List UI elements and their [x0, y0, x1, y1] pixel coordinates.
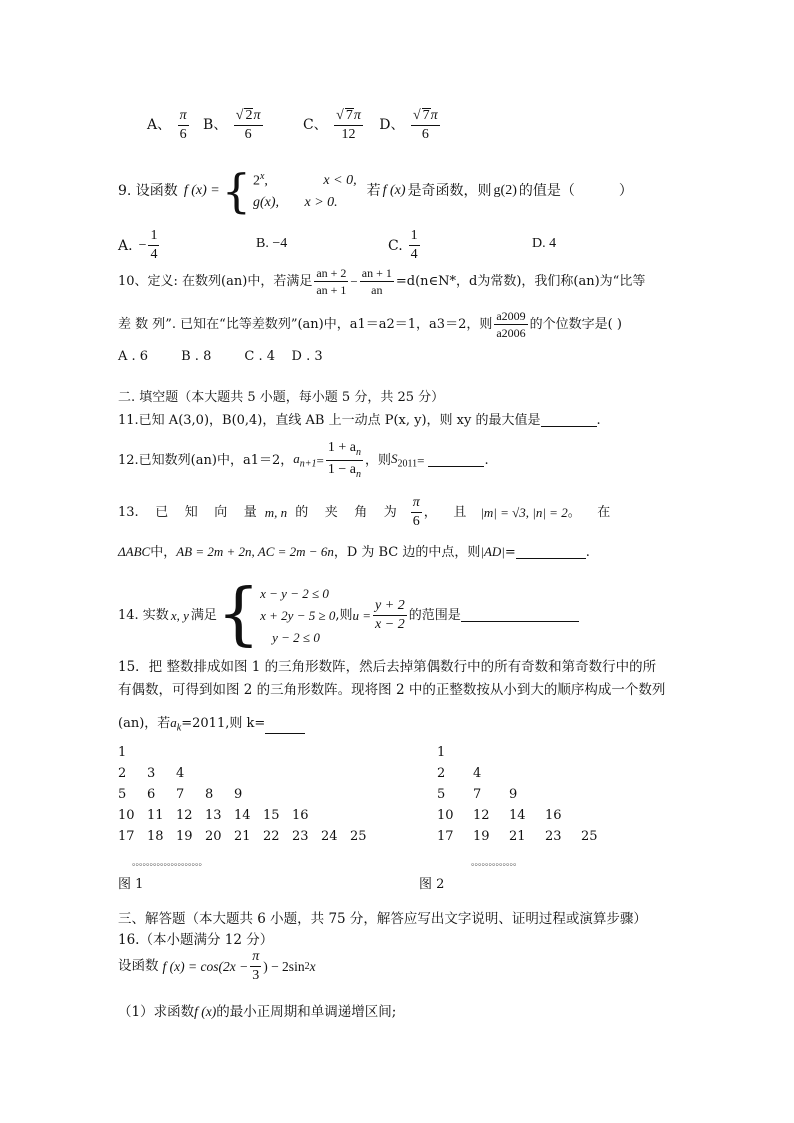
figure-1-number: 24: [321, 829, 338, 844]
q12-answer-blank[interactable]: [428, 453, 484, 467]
figure-2-number: 23: [545, 829, 562, 844]
figure-1-number: 18: [147, 829, 164, 844]
q9-case-1: 2$^x$, x < 0,: [252, 170, 357, 189]
section-2-heading: 二. 填空题（本大题共 5 小题，每小题 5 分，共 25 分）: [118, 390, 445, 405]
figure-1-number: 23: [292, 829, 309, 844]
q16-part-1: （1）求函数f (x)的最小正周期和单调递增区间;: [118, 1004, 397, 1020]
figure-1-number: 20: [205, 829, 222, 844]
q13-line-2: ΔABC中，AB = 2m + 2n, AC = 2m − 6n，D 为 BC 边的中点，则|AD|= .: [118, 544, 590, 560]
q14-constraints: x − y − 2 ≤ 0 x + 2y − 5 ≥ 0 y − 2 ≤ 0: [260, 585, 336, 645]
figure-1-number: 17: [118, 829, 135, 844]
q10-line-1: 10、定义: 在数列(an)中，若满足 $\frac{an + 2}{an + 1}$ − $\frac{an + 1}{an}$ =d(n∈N*，d为常数)，我们称(an)为“比等: [118, 266, 646, 297]
figure-1-number: 12: [176, 808, 193, 823]
figure-2-number: 17: [437, 829, 454, 844]
q12-frac: $\frac{1 + a_n}{1 - a_n}$: [327, 440, 361, 480]
q8-option-b-label: B、: [203, 117, 228, 133]
q10-frac-3: $\frac{a2009}{a2006}$: [496, 309, 526, 340]
q8-option-b-frac: $\frac{√ 2\pi}{6}$: [235, 108, 261, 142]
q13-line-1: 13. 已 知 向 量 m, n 的 夹 角 为 $\frac{\pi}{6}$ ， 且 |m| = √3, |n| = 2 。 在: [118, 495, 611, 529]
section-3-heading: 三、解答题（本大题共 6 小题，共 75 分，解答应写出文字说明、证明过程或演算步骤）: [118, 911, 647, 927]
q15-line-2: 有偶数，可得到如图 2 的三角形数阵。现将图 2 中的正整数按从小到大的顺序构成一个数列: [118, 682, 666, 698]
figure-1-row: [118, 809, 379, 830]
figure-1-number: 22: [263, 829, 280, 844]
figure-2-number: 21: [509, 829, 526, 844]
q11-answer-blank[interactable]: [541, 413, 597, 427]
figure-1-number: 8: [205, 787, 214, 802]
figure-1-number: 19: [176, 829, 193, 844]
figure-2-number: 9: [509, 787, 518, 802]
figure-1-number: 15: [263, 808, 280, 823]
figure-1-rows: [118, 746, 379, 851]
q14-frac: $\frac{y + 2}{x - 2}$: [375, 597, 405, 632]
figure-2-row: [437, 746, 617, 767]
figure-1-number: 16: [292, 808, 309, 823]
q13-angle: $\frac{\pi}{6}$: [412, 495, 420, 529]
q14-brace: {: [216, 575, 261, 654]
figure-2-number: 25: [581, 829, 598, 844]
q9-prefix: 9. 设函数: [118, 183, 178, 199]
figure-2-row: [437, 809, 617, 830]
figure-2-row: [437, 788, 617, 809]
figure-1-row: [118, 788, 379, 809]
figure-1-number: 10: [118, 808, 135, 823]
q9-option-d: D. 4: [532, 236, 557, 251]
figure-1-number: 5: [118, 787, 127, 802]
q8-option-d-label: D、: [379, 117, 405, 133]
figure-1-number: 14: [234, 808, 251, 823]
figure-2-number: 10: [437, 808, 454, 823]
figure-1-number: 1: [118, 745, 127, 760]
q14-answer-blank[interactable]: [461, 608, 579, 622]
q8-option-c-label: C、: [302, 117, 328, 133]
q9-cases: [253, 172, 357, 211]
q9-option-b: B. −4: [256, 236, 288, 251]
figure-1-number: 21: [234, 829, 251, 844]
figure-1-number: 6: [147, 787, 156, 802]
figure-2-number: 1: [437, 745, 446, 760]
figure-1-number: 9: [234, 787, 243, 802]
q9-suffix-fx: f (x): [382, 183, 406, 198]
figure-1-number: 2: [118, 766, 127, 781]
q15-figure-2: [419, 745, 617, 892]
figure-2-number: 19: [473, 829, 490, 844]
figure-1-row: [118, 746, 379, 767]
q9-suffix-a: 若: [366, 183, 381, 199]
figure-1-number: 11: [147, 808, 164, 823]
q8-option-c-frac: $\frac{√ 7\pi}{12}$: [336, 108, 361, 142]
q9-stem: [118, 166, 633, 216]
q8-option-a-label: A、: [147, 117, 172, 133]
figure-2-number: 4: [473, 766, 482, 781]
q16-frac: $\frac{\pi}{3}$: [252, 949, 260, 983]
figure-2-rows: [437, 746, 617, 851]
q9-option-c: C. $\frac{1}{4}$: [388, 228, 418, 262]
figure-1-number: 25: [350, 829, 367, 844]
figure-1-number: 4: [176, 766, 185, 781]
figure-2-number: 12: [473, 808, 490, 823]
q15-line-1: 15．把 整数排成如图 1 的三角形数阵，然后去掉第偶数行中的所有奇数和第奇数行中的所: [118, 659, 657, 675]
q9-suffix-c: 的值是（: [518, 183, 575, 199]
q9-suffix-g: g(2): [493, 183, 517, 198]
figure-2-dots: 。。。。。。。。。。。。。: [471, 858, 522, 868]
q15-answer-blank[interactable]: [265, 720, 305, 734]
q9-suffix-b: 是奇函数，则: [407, 183, 492, 199]
figure-2-number: 7: [473, 787, 482, 802]
q10-frac-1: $\frac{an + 2}{an + 1}$: [316, 266, 347, 297]
q15-line-3: (an)，若$a_k=2011$,则 k=: [118, 716, 305, 734]
q9-case-2: g(x), x > 0.: [252, 195, 338, 211]
figure-2-caption: 图 2: [419, 877, 445, 892]
q13-answer-blank[interactable]: [516, 545, 586, 559]
q15-figure-1: [118, 746, 379, 891]
q9-suffix-d: ）: [618, 183, 633, 199]
q16-title: 16.（本小题满分 12 分）: [118, 932, 274, 948]
q9-options: [118, 229, 678, 263]
figure-2-number: 5: [437, 787, 446, 802]
figure-1-row: [118, 767, 379, 788]
figure-2-number: 14: [509, 808, 526, 823]
figure-1-caption: 图 1: [118, 877, 144, 892]
q10-frac-2: $\frac{an + 1}{an}$: [361, 266, 392, 297]
figure-1-number: 3: [147, 766, 156, 781]
figure-2-row: [437, 830, 617, 851]
q9-option-a: A. − $\frac{1}{4}$: [118, 228, 158, 262]
figure-1-row: [118, 830, 379, 851]
figure-2-row: [437, 767, 617, 788]
q9-brace: {: [221, 164, 251, 218]
figure-2-number: 16: [545, 808, 562, 823]
q11: 11.已知 A(3,0)，B(0,4)，直线 AB 上一动点 P(x, y)，则 xy 的最大值是 .: [118, 413, 601, 428]
figure-1-number: 13: [205, 808, 222, 823]
figure-1-dots: 。。。。。。。。。。。。。。。。。。。。: [132, 858, 207, 868]
figure-1-number: 7: [176, 787, 185, 802]
q14: 14. 实数 x, y 满足 { x − y − 2 ≤ 0 x + 2y − 5 ≥ 0 y − 2 ≤ 0 ,则 u = $\frac{y + 2}{x - 2}$ 的范围是: [118, 580, 579, 650]
q8-option-a-frac: $\frac{\pi}{6}$: [179, 107, 187, 142]
q8-option-d-frac: $\frac{√ 7\pi}{6}$: [412, 108, 438, 142]
q8-options: [147, 108, 442, 142]
q10-line-2: 差 数 列”. 已知在“比等差数列”(an)中，a1＝a2＝1，a3＝2，则 $\frac{a2009}{a2006}$ 的个位数字是( ): [118, 309, 622, 340]
q9-fx: f (x) =: [183, 183, 220, 198]
q16-function: 设函数 f (x) = cos(2x − $\frac{\pi}{3}$ ) − 2sin 2 x: [118, 949, 316, 983]
q12: 12.已知数列(an)中，a1＝2， $a_{n+1}$ = $\frac{1 + a_n}{1 - a_n}$ ，则 $S_{2011}$ = .: [118, 440, 489, 480]
figure-2-number: 2: [437, 766, 446, 781]
q10-options: A . 6 B . 8 C . 4 D . 3: [118, 349, 323, 364]
